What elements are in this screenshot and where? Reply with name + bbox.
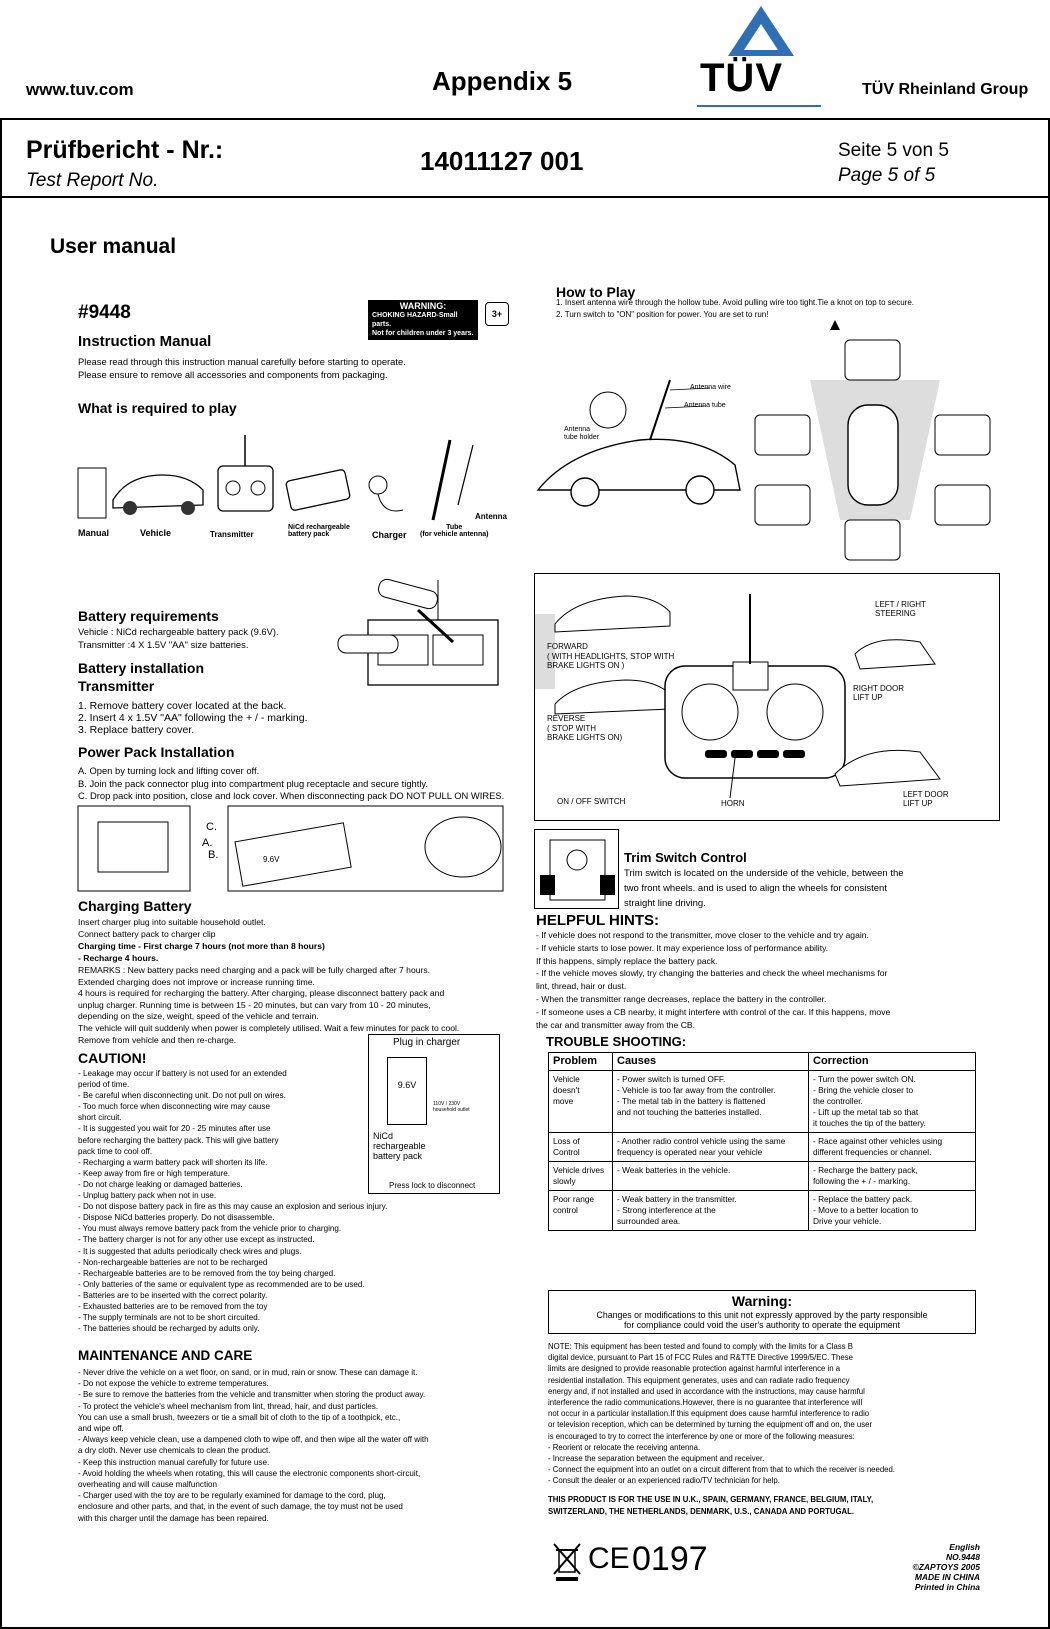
table-cell: Poor range control	[549, 1191, 613, 1231]
charging-title: Charging Battery	[78, 898, 192, 914]
choking-warning-label	[368, 300, 478, 340]
required-items-illustration	[78, 430, 508, 530]
left-door-label: LEFT DOOR LIFT UP	[903, 790, 949, 808]
controller-illustration	[535, 574, 1001, 822]
group-name: TÜV Rheinland Group	[862, 81, 1029, 98]
caution-title: CAUTION!	[78, 1050, 147, 1066]
table-cell: - Race against other vehicles using different frequencies or channel.	[809, 1133, 976, 1162]
col-causes: Causes	[613, 1053, 809, 1071]
transmitter-battery-illustration	[328, 580, 508, 690]
charger-plug-label: Plug in charger	[393, 1037, 461, 1048]
table-row	[549, 1071, 976, 1133]
table-cell: Vehicle drives slowly	[549, 1162, 613, 1191]
table-cell: - Weak battery in the transmitter. - Strong interference at the surrounded area.	[613, 1191, 809, 1231]
svg-text:A.: A.	[202, 837, 213, 849]
charger-volt-label: 9.6V	[387, 1057, 427, 1125]
howto-text: 1. Insert antenna wire through the hollow tube. Avoid pulling wire too tight.Tie a knot on top to secure. 2. Turn switch to "ON" position for power. You are set to run!	[556, 298, 914, 319]
ce-mark-icon: CE	[588, 1542, 630, 1575]
hints-text: - If vehicle does not respond to the transmitter, move closer to the vehicle and try again. - If vehicle starts to lose power. It may experience loss of performance ability. If this happens, simply replace the battery pack. - If the vehicle moves slowly, try changing the batteries and check the wheel mechanisms for lint, thread, hair or dust. - When the transmitter range decreases, replace the battery in the controller. - If someone uses a CB nearby, it might interfere with control of the car. If this happens, move the car and transmitter away from the CB.	[536, 930, 891, 1030]
caution-text: - Leakage may occur if battery is not used for an extended period of time. - Be careful when disconnecting unit. Do not pull on wires. - Too much force when disconnecting wire may cause short circuit. - It is suggested you wait for 20 - 25 minutes after use before recharging the battery pack. This will give battery pack time to cool off. - Recharging a warm battery pack will shorten its life. - Keep away from fire or high temperature. - Do not charge leaking or damaged batteries. - Unplug battery pack when not in use. - Do not dispose battery pack in fire as this may cause an explosion and serious injury. - Dispose NiCd batteries properly. Do not disassemble. - You must always remove battery pack from the vehicle prior to charging. - The battery charger is not for any other use except as instructed. - It is suggested that adults periodically check wires and plugs. - Non-rechargeable batteries are not to be recharged - Rechargeable batteries are to be removed from the toy being charged. - Only batteries of the same or equivalent type as recommended are to be used. - Batteries are to be inserted with the correct polarity. - Exhausted batteries are to be removed from the toy - The supply terminals are not to be short circuited. - The batteries should be recharged by adults only.	[78, 1069, 388, 1334]
troubleshooting-title: TROUBLE SHOOTING:	[546, 1034, 687, 1049]
horn-label: HORN	[721, 799, 745, 808]
col-problem: Problem	[549, 1053, 613, 1071]
antenna-wire-label: Antenna wire	[690, 384, 731, 391]
item-charger: Charger	[372, 530, 407, 540]
item-transmitter: Transmitter	[210, 530, 254, 539]
item-manual: Manual	[78, 528, 110, 538]
item-tube: Tube (for vehicle antenna)	[420, 524, 489, 538]
table-cell: Loss of Control	[549, 1133, 613, 1162]
steering-diagram	[750, 320, 1000, 570]
countries-notice: THIS PRODUCT IS FOR THE USE IN U.K., SPAIN, GERMANY, FRANCE, BELGIUM, ITALY, SWITZERLAND, THE NETHERLANDS, DENMARK, U.S., CANADA AND PORTUGAL.	[548, 1495, 874, 1516]
fcc-notice: NOTE: This equipment has been tested and found to comply with the limits for a Class B digital device, pursuant to Part 15 of FCC Rules and R&TTE Directive 1999/5/EC. These limits are designed to provide reasonable protection against harmful interference in a residential installation. This equipment generates, uses and can radiate radio frequency energy and, if not installed and used in accordance with the instructions, may cause harmful interference the radio communications.However, there is no guarantee that interference will not occur in a particular installation.If this equipment does cause harmful interference to radio or television reception, which can be determined by turning the equipment off and on, the user is encouraged to try to correct the interference by one or more of the following measures: - Reorient or relocate the receiving antenna. - Increase the separation between the equipment and receiver. - Connect the equipment into an outlet on a circuit different from that to which the receiver is needed. - Consult the dealer or an experienced radio/TV technician for help.	[548, 1342, 896, 1486]
table-cell: - Another radio control vehicle using the same frequency is operated near your vehicle	[613, 1133, 809, 1162]
trim-text: Trim switch is located on the underside of the vehicle, between the two front wheels. and is used to align the wheels for consistent straight line driving.	[624, 868, 904, 909]
warning-title: Warning:	[731, 1293, 793, 1309]
battery-installation-text: 1. Remove battery cover located at the back. 2. Insert 4 x 1.5V "AA" following the + / - marking. 3. Replace battery cover.	[78, 700, 308, 736]
trim-switch-figure	[534, 829, 619, 909]
pack-volt-label: 9.6V	[263, 855, 280, 864]
intro-text: Please read through this instruction manual carefully before starting to operate. Please ensure to remove all accessories and components from packaging.	[78, 356, 406, 380]
choking-warning-title: WARNING:	[399, 301, 447, 311]
charging-text: Insert charger plug into suitable household outlet. Connect battery pack to charger clip	[78, 917, 266, 939]
charger-press-label: Press lock to disconnect	[389, 1181, 476, 1190]
table-cell: - Weak batteries in the vehicle.	[613, 1162, 809, 1191]
warning-text: Changes or modifications to this unit not expressly approved by the party responsible for compliance could void the user's authority to operate the equipment	[596, 1310, 928, 1330]
section-title: User manual	[50, 235, 177, 258]
table-cell: - Turn the power switch ON. - Bring the vehicle closer to the controller. - Lift up the metal tab so that it touches the tip of the battery.	[809, 1071, 976, 1133]
ce-number: 0197	[632, 1540, 708, 1578]
age-badge: 3+	[485, 302, 509, 326]
model-number: #9448	[78, 302, 131, 323]
power-pack-illustration	[78, 802, 508, 897]
charging-time: Charging time - First charge 7 hours (not more than 8 hours) - Recharge 4 hours.	[78, 941, 325, 963]
steering-label: LEFT / RIGHT STEERING	[875, 600, 926, 618]
power-pack-text: A. Open by turning lock and lifting cover off. B. Join the pack connector plug into compartment plug receptacle and secure tightly. C. Drop pack into position, close and lock cover. When disconnecting pack DO NOT PULL ON WIRES.	[78, 765, 505, 802]
warning-box	[548, 1290, 976, 1334]
appendix-title: Appendix 5	[432, 66, 573, 96]
power-pack-title: Power Pack Installation	[78, 744, 235, 760]
table-cell: - Recharge the battery pack, following the + / - marking.	[809, 1162, 976, 1191]
report-label: Prüfbericht - Nr.:	[26, 136, 224, 164]
report-number: 14011127 001	[420, 146, 584, 176]
reverse-label: REVERSE ( STOP WITH BRAKE LIGHTS ON)	[547, 714, 623, 743]
maintenance-title: MAINTENANCE AND CARE	[78, 1348, 253, 1363]
table-cell: - Power switch is turned OFF. - Vehicle is too far away from the controller. - The metal tab in the battery is flattened and not touching the batteries installed.	[613, 1071, 809, 1133]
charger-outlet-label: 110V / 230V household outlet	[433, 1101, 470, 1113]
item-battery-pack: NiCd rechargeable battery pack	[288, 524, 350, 538]
trim-title: Trim Switch Control	[624, 850, 747, 865]
charger-nicd-label: NiCd rechargeable battery pack	[373, 1131, 426, 1161]
right-door-label: RIGHT DOOR LIFT UP	[853, 684, 904, 702]
table-cell: Vehicle doesn't move	[549, 1071, 613, 1133]
battery-installation-title: Battery installation Transmitter	[78, 660, 205, 694]
table-row	[549, 1162, 976, 1191]
battery-requirements-title: Battery requirements	[78, 608, 219, 624]
tuv-logo-text: TÜV	[700, 56, 783, 100]
antenna-tube-label: Antenna tube	[684, 402, 726, 409]
instruction-sheet	[70, 284, 1000, 1610]
controller-diagram	[534, 573, 1000, 821]
onoff-label: ON / OFF SWITCH	[557, 797, 626, 806]
battery-requirements-text: Vehicle : NiCd rechargeable battery pack (9.6V). Transmitter :4 X 1.5V "AA" size batteries.	[78, 626, 279, 650]
table-cell: - Replace the battery pack. - Move to a better location to Drive your vehicle.	[809, 1191, 976, 1231]
site-url: www.tuv.com	[26, 80, 134, 99]
tuv-triangle-icon	[726, 4, 796, 58]
weee-bin-icon	[552, 1542, 582, 1582]
antenna-holder-label: Antenna tube holder	[564, 426, 600, 441]
maintenance-text: - Never drive the vehicle on a wet floor, on sand, or in mud, rain or snow. These can damage it. - Do not expose the vehicle to extreme temperatures. - Be sure to remove the batteries from the vehicle and transmitter when storing the product away. - To protect the vehicle's wheel mechanism from lint, thread, hair, and dust particles. You can use a small brush, tweezers or tie a small bit of cloth to the tip of a toothpick, etc., and wipe off. - Always keep vehicle clean, use a dampened cloth to wipe off, and then wipe all the water off with a dry cloth. Never use chemicals to clean the product. - Keep this instruction manual carefully for future use. - Avoid holding the wheels when rotating, this will cause the electronic components short-circuit, overheating and will cause malfunction - Charger used with the toy are to be regularly examined for damage to the cord, plug, enclosure and other parts, and that, in the event of such damage, the toy must not be used with this charger until the damage has been repaired.	[78, 1368, 429, 1523]
manual-title: Instruction Manual	[78, 333, 212, 350]
troubleshooting-header-row	[549, 1053, 976, 1071]
charging-remarks: REMARKS : New battery packs need charging and a pack will be fully charged after 7 hours. Extended charging does not improve or increase running time. 4 hours is required for recharging the battery. After charging, please disconnect battery pack and unplug charger. Running time is between 15 - 20 minutes, but can vary from 10 - 20 minutes, depending on the size, weight, speed of the vehicle and terrain. The vehicle will quit suddenly when power is completely utilised. Wait a few minutes for pack to cool. Remove from vehicle and then re-charge.	[78, 965, 460, 1045]
page-number-en: Page 5 of 5	[838, 165, 936, 186]
choking-warning-text: CHOKING HAZARD-Small parts. Not for children under 3 years.	[372, 312, 474, 337]
footer-info: English NO.9448 ©ZAPTOYS 2005 MADE IN CHINA Printed in China	[912, 1542, 980, 1592]
charger-figure	[368, 1034, 500, 1194]
item-antenna: Antenna	[475, 512, 507, 521]
hints-title: HELPFUL HINTS:	[536, 912, 660, 929]
trim-switch-illustration	[535, 830, 620, 910]
page-number-de: Seite 5 von 5	[838, 140, 949, 161]
item-vehicle: Vehicle	[140, 528, 172, 538]
table-row	[549, 1191, 976, 1231]
svg-text:B.: B.	[208, 849, 219, 861]
svg-text:C.: C.	[206, 821, 217, 833]
forward-label: FORWARD ( WITH HEADLIGHTS, STOP WITH BRAKE LIGHTS ON )	[547, 642, 675, 671]
howto-title: How to Play	[556, 284, 636, 300]
troubleshooting-table	[548, 1052, 976, 1231]
required-title: What is required to play	[78, 400, 237, 416]
logo-underline	[697, 105, 821, 107]
table-row	[549, 1133, 976, 1162]
report-label-en: Test Report No.	[26, 170, 159, 191]
col-correction: Correction	[809, 1053, 976, 1071]
